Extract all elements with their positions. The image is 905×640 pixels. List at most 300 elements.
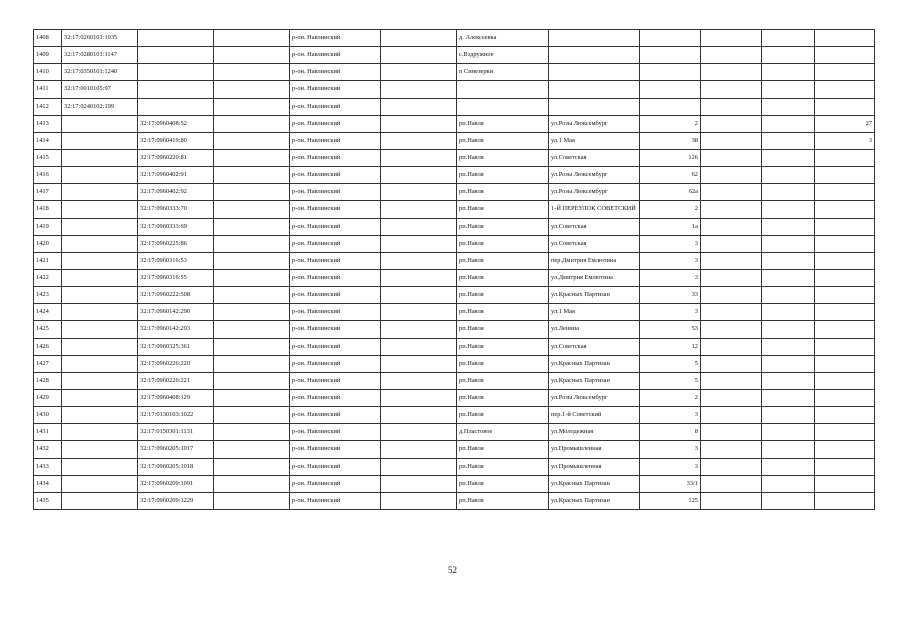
column-e-cell [381,149,457,166]
table-row [34,304,875,321]
settlement-cell: рп.Навля [457,389,549,406]
column-c-cell [214,475,290,492]
table-row [34,81,875,98]
column-i-cell [701,441,762,458]
table-row [34,372,875,389]
street-cell: ул.Красных Партизан [549,287,640,304]
column-c-cell [214,81,290,98]
district-cell: р-он. Навлинский [290,355,381,372]
row-number-cell: 1427 [34,355,62,372]
street-cell [549,81,640,98]
apartment-number-cell [815,98,875,115]
house-number-cell: 2 [640,115,701,132]
apartment-number-cell [815,424,875,441]
row-number-cell: 1414 [34,132,62,149]
house-number-cell: 3 [640,458,701,475]
apartment-number-cell [815,441,875,458]
cadastral-number-a-cell [62,115,138,132]
table-row [34,201,875,218]
apartment-number-cell [815,287,875,304]
table-row [34,64,875,81]
table-row [34,47,875,64]
cadastral-number-a-cell [62,492,138,509]
column-c-cell [214,321,290,338]
settlement-cell: рп.Навля [457,167,549,184]
column-j-cell [762,321,815,338]
column-e-cell [381,389,457,406]
settlement-cell: рп.Навля [457,372,549,389]
cadastral-number-a-cell: 32:17:0240102:199 [62,98,138,115]
table-row [34,149,875,166]
table-row [34,184,875,201]
house-number-cell [640,47,701,64]
cadastral-number-b-cell [138,98,214,115]
column-j-cell [762,304,815,321]
column-c-cell [214,252,290,269]
column-i-cell [701,167,762,184]
apartment-number-cell [815,304,875,321]
cadastral-number-a-cell [62,424,138,441]
house-number-cell: 3 [640,407,701,424]
apartment-number-cell [815,47,875,64]
cadastral-number-b-cell: 32:17:0960316:55 [138,269,214,286]
column-e-cell [381,287,457,304]
column-e-cell [381,321,457,338]
street-cell: ул.1 Мая [549,132,640,149]
district-cell: р-он. Навлинский [290,64,381,81]
column-e-cell [381,30,457,47]
column-j-cell [762,184,815,201]
column-c-cell [214,201,290,218]
cadastral-number-a-cell [62,201,138,218]
cadastral-number-a-cell [62,372,138,389]
table-row [34,407,875,424]
column-e-cell [381,167,457,184]
row-number-cell: 1413 [34,115,62,132]
house-number-cell: 125 [640,492,701,509]
apartment-number-cell [815,355,875,372]
column-i-cell [701,115,762,132]
district-cell: р-он. Навлинский [290,201,381,218]
column-c-cell [214,338,290,355]
street-cell: ул.Красных Партизан [549,492,640,509]
district-cell: р-он. Навлинский [290,167,381,184]
cadastral-number-a-cell [62,235,138,252]
cadastral-number-b-cell [138,64,214,81]
row-number-cell: 1410 [34,64,62,81]
district-cell: р-он. Навлинский [290,132,381,149]
apartment-number-cell [815,218,875,235]
column-e-cell [381,338,457,355]
house-number-cell: 2 [640,201,701,218]
street-cell: ул.Красных Партизан [549,355,640,372]
apartment-number-cell [815,389,875,406]
cadastral-number-a-cell [62,167,138,184]
district-cell: р-он. Навлинский [290,81,381,98]
house-number-cell: 62 [640,167,701,184]
apartment-number-cell [815,252,875,269]
house-number-cell: 33/1 [640,475,701,492]
row-number-cell: 1412 [34,98,62,115]
settlement-cell: д. Алексеевка [457,30,549,47]
table-row [34,321,875,338]
cadastral-number-a-cell [62,132,138,149]
street-cell: ул.Красных Партизан [549,372,640,389]
column-i-cell [701,424,762,441]
table-row [34,389,875,406]
column-c-cell [214,424,290,441]
cadastral-number-b-cell: 32:17:0960316:53 [138,252,214,269]
apartment-number-cell [815,81,875,98]
street-cell [549,64,640,81]
column-e-cell [381,98,457,115]
column-c-cell [214,47,290,64]
column-e-cell [381,458,457,475]
settlement-cell: рп.Навля [457,321,549,338]
house-number-cell: 8 [640,424,701,441]
table-row [34,132,875,149]
district-cell: р-он. Навлинский [290,372,381,389]
apartment-number-cell: 3 [815,132,875,149]
column-i-cell [701,252,762,269]
row-number-cell: 1426 [34,338,62,355]
column-j-cell [762,458,815,475]
column-e-cell [381,81,457,98]
district-cell: р-он. Навлинский [290,47,381,64]
column-c-cell [214,389,290,406]
apartment-number-cell [815,201,875,218]
column-c-cell [214,149,290,166]
house-number-cell [640,81,701,98]
column-j-cell [762,218,815,235]
district-cell: р-он. Навлинский [290,389,381,406]
cadastral-number-a-cell: 32:17:0280101:1147 [62,47,138,64]
row-number-cell: 1435 [34,492,62,509]
settlement-cell: рп.Навля [457,407,549,424]
row-number-cell: 1432 [34,441,62,458]
house-number-cell: 1а [640,218,701,235]
table-row [34,167,875,184]
table-row [34,492,875,509]
apartment-number-cell [815,269,875,286]
cadastral-number-b-cell: 32:17:0960226:221 [138,372,214,389]
street-cell: ул.Советская [549,338,640,355]
cadastral-number-b-cell: 32:17:0150301:1131 [138,424,214,441]
settlement-cell: рп.Навля [457,218,549,235]
row-number-cell: 1416 [34,167,62,184]
column-j-cell [762,235,815,252]
column-i-cell [701,304,762,321]
district-cell: р-он. Навлинский [290,149,381,166]
column-i-cell [701,321,762,338]
cadastral-number-b-cell: 32:17:0960142:290 [138,304,214,321]
table-body [34,30,875,510]
column-e-cell [381,475,457,492]
column-e-cell [381,355,457,372]
column-e-cell [381,492,457,509]
column-i-cell [701,407,762,424]
settlement-cell: рп.Навля [457,184,549,201]
street-cell: ул.Розы Люксембург [549,167,640,184]
row-number-cell: 1409 [34,47,62,64]
column-j-cell [762,475,815,492]
column-i-cell [701,64,762,81]
column-i-cell [701,81,762,98]
row-number-cell: 1408 [34,30,62,47]
column-i-cell [701,184,762,201]
house-number-cell: 3 [640,269,701,286]
cadastral-number-b-cell: 32:17:0960142:293 [138,321,214,338]
table-row [34,269,875,286]
settlement-cell [457,98,549,115]
column-i-cell [701,201,762,218]
street-cell: 1-Й ПЕРЕУЛОК СОВЕТСКИЙ [549,201,640,218]
settlement-cell: рп.Навля [457,355,549,372]
house-number-cell: 38 [640,132,701,149]
apartment-number-cell [815,321,875,338]
table-row [34,252,875,269]
column-c-cell [214,355,290,372]
district-cell: р-он. Навлинский [290,321,381,338]
street-cell: ул.Молодежная [549,424,640,441]
settlement-cell: рп.Навля [457,492,549,509]
street-cell: пер.1-й Советский [549,407,640,424]
column-c-cell [214,287,290,304]
house-number-cell [640,64,701,81]
settlement-cell: с.Вздружное [457,47,549,64]
table-row [34,287,875,304]
row-number-cell: 1418 [34,201,62,218]
column-i-cell [701,287,762,304]
column-i-cell [701,389,762,406]
settlement-cell: рп.Навля [457,475,549,492]
column-c-cell [214,458,290,475]
cadastral-number-a-cell [62,218,138,235]
house-number-cell: 62а [640,184,701,201]
column-i-cell [701,30,762,47]
district-cell: р-он. Навлинский [290,304,381,321]
column-j-cell [762,372,815,389]
street-cell: ул.Промышленная [549,458,640,475]
column-e-cell [381,47,457,64]
cadastral-number-a-cell [62,321,138,338]
cadastral-number-b-cell: 32:17:0960402:92 [138,184,214,201]
apartment-number-cell [815,338,875,355]
house-number-cell [640,30,701,47]
cadastral-number-b-cell: 32:17:0960209:1229 [138,492,214,509]
house-number-cell: 12 [640,338,701,355]
cadastral-number-a-cell [62,458,138,475]
column-j-cell [762,30,815,47]
street-cell: ул.Промышленная [549,441,640,458]
column-i-cell [701,372,762,389]
cadastral-number-b-cell [138,47,214,64]
column-j-cell [762,47,815,64]
row-number-cell: 1428 [34,372,62,389]
cadastral-number-b-cell: 32:17:0960205:1018 [138,458,214,475]
row-number-cell: 1417 [34,184,62,201]
column-c-cell [214,269,290,286]
cadastral-number-a-cell [62,338,138,355]
column-j-cell [762,338,815,355]
cadastral-number-b-cell: 32:17:0960419:80 [138,132,214,149]
column-c-cell [214,372,290,389]
column-i-cell [701,338,762,355]
settlement-cell: рп.Навля [457,235,549,252]
apartment-number-cell [815,475,875,492]
column-e-cell [381,269,457,286]
apartment-number-cell [815,407,875,424]
cadastral-number-b-cell: 32:17:0960226:220 [138,355,214,372]
column-j-cell [762,64,815,81]
apartment-number-cell [815,167,875,184]
cadastral-number-a-cell [62,304,138,321]
column-j-cell [762,201,815,218]
column-j-cell [762,492,815,509]
district-cell: р-он. Навлинский [290,98,381,115]
house-number-cell: 3 [640,441,701,458]
column-c-cell [214,167,290,184]
cadastral-number-a-cell [62,269,138,286]
column-c-cell [214,492,290,509]
row-number-cell: 1411 [34,81,62,98]
district-cell: р-он. Навлинский [290,424,381,441]
column-e-cell [381,304,457,321]
row-number-cell: 1415 [34,149,62,166]
column-c-cell [214,184,290,201]
cadastral-number-a-cell [62,441,138,458]
street-cell [549,47,640,64]
house-number-cell: 3 [640,304,701,321]
street-cell: ул.Советская [549,218,640,235]
apartment-number-cell [815,30,875,47]
column-i-cell [701,132,762,149]
apartment-number-cell [815,492,875,509]
cadastral-number-a-cell: 32:17:0260101:1035 [62,30,138,47]
row-number-cell: 1430 [34,407,62,424]
column-j-cell [762,81,815,98]
settlement-cell: рп.Навля [457,201,549,218]
cadastral-number-a-cell [62,475,138,492]
house-number-cell: 3 [640,235,701,252]
cadastral-number-a-cell: 32:17:0010105:97 [62,81,138,98]
column-i-cell [701,98,762,115]
house-number-cell: 5 [640,355,701,372]
column-i-cell [701,492,762,509]
column-i-cell [701,47,762,64]
district-cell: р-он. Навлинский [290,115,381,132]
column-j-cell [762,269,815,286]
street-cell [549,98,640,115]
column-e-cell [381,64,457,81]
column-i-cell [701,475,762,492]
column-e-cell [381,201,457,218]
district-cell: р-он. Навлинский [290,252,381,269]
column-c-cell [214,132,290,149]
row-number-cell: 1424 [34,304,62,321]
column-j-cell [762,167,815,184]
column-j-cell [762,407,815,424]
cadastral-number-b-cell: 32:17:0960225:86 [138,235,214,252]
column-e-cell [381,132,457,149]
cadastral-number-a-cell [62,149,138,166]
apartment-number-cell: 27 [815,115,875,132]
settlement-cell [457,81,549,98]
column-e-cell [381,407,457,424]
settlement-cell: рп.Навля [457,252,549,269]
cadastral-number-a-cell [62,252,138,269]
district-cell: р-он. Навлинский [290,235,381,252]
settlement-cell: д.Пластовое [457,424,549,441]
street-cell: ул.Розы Люксембург [549,115,640,132]
row-number-cell: 1431 [34,424,62,441]
column-j-cell [762,149,815,166]
cadastral-number-b-cell: 32:17:0130103:1022 [138,407,214,424]
cadastral-number-b-cell: 32:17:0960325:361 [138,338,214,355]
table-row [34,424,875,441]
column-c-cell [214,235,290,252]
apartment-number-cell [815,458,875,475]
street-cell: ул.1 Мая [549,304,640,321]
column-c-cell [214,304,290,321]
table-row [34,338,875,355]
cadastral-number-a-cell [62,184,138,201]
street-cell: ул.Дмитрия Емлютина [549,269,640,286]
street-cell: ул.Розы Люксембург [549,389,640,406]
cadastral-number-b-cell: 32:17:0960209:1091 [138,475,214,492]
settlement-cell: рп.Навля [457,304,549,321]
row-number-cell: 1423 [34,287,62,304]
table-row [34,30,875,47]
table-row [34,235,875,252]
row-number-cell: 1421 [34,252,62,269]
district-cell: р-он. Навлинский [290,441,381,458]
district-cell: р-он. Навлинский [290,475,381,492]
column-j-cell [762,287,815,304]
cadastral-number-b-cell: 32:17:0960408:129 [138,389,214,406]
column-j-cell [762,389,815,406]
column-i-cell [701,235,762,252]
column-j-cell [762,252,815,269]
column-e-cell [381,218,457,235]
street-cell: ул.Ленина [549,321,640,338]
table-row [34,458,875,475]
column-e-cell [381,424,457,441]
column-j-cell [762,115,815,132]
apartment-number-cell [815,184,875,201]
row-number-cell: 1434 [34,475,62,492]
column-c-cell [214,98,290,115]
house-number-cell: 3 [640,252,701,269]
column-e-cell [381,441,457,458]
cadastral-number-a-cell [62,389,138,406]
column-c-cell [214,441,290,458]
street-cell [549,30,640,47]
column-e-cell [381,235,457,252]
settlement-cell: рп.Навля [457,149,549,166]
cadastral-number-b-cell: 32:17:0960333:69 [138,218,214,235]
cadastral-number-a-cell [62,355,138,372]
page-number: 52 [448,565,457,575]
settlement-cell: рп.Навля [457,441,549,458]
table-row [34,218,875,235]
cadastral-number-b-cell: 32:17:0960408:52 [138,115,214,132]
row-number-cell: 1420 [34,235,62,252]
column-j-cell [762,98,815,115]
table-row [34,355,875,372]
column-i-cell [701,355,762,372]
district-cell: р-он. Навлинский [290,338,381,355]
